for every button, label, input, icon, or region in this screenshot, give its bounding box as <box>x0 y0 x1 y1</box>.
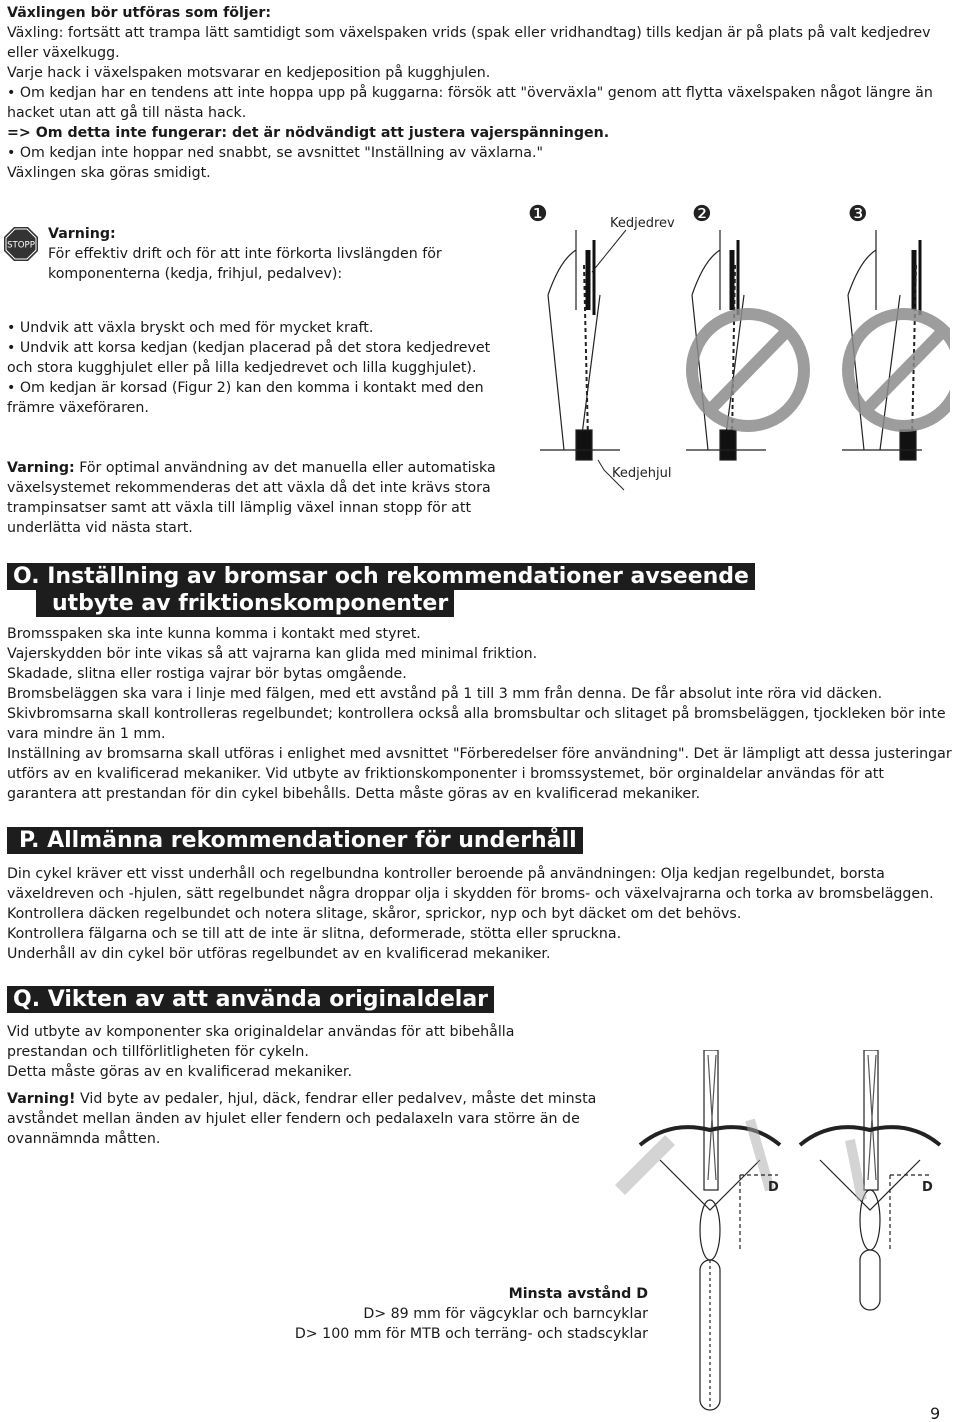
gear-shift-title: Växlingen bör utföras som följer: <box>7 5 272 21</box>
pedal-clearance-figure <box>600 1050 950 1420</box>
section-o-line: Skivbromsarna skall kontrolleras regelbundet; kontrollera också alla bromsbultar och slitaget på bromsbeläggen, tjockleken bör inte vara mindre än 1 mm. <box>7 706 946 742</box>
minimum-distance <box>240 1284 648 1344</box>
list-item: • Undvik att korsa kedjan (kedjan placerad på det stora kedjedrevet och stora kugghjulet eller på lilla kedjedrevet och lilla kugghjulet). <box>7 338 512 378</box>
section-q-warning <box>7 1089 597 1149</box>
section-q-line: Vid utbyte av komponenter ska originaldelar användas för att bibehålla prestandan och tillförlitligheten för cykeln. <box>7 1024 515 1060</box>
sprocket-label: Kedjehjul <box>612 466 672 481</box>
section-o-body <box>7 624 952 804</box>
section-p-line: Kontrollera däcken regelbundet och notera slitage, skåror, sprickor, nyp och byt däcket om det behövs. <box>7 906 742 922</box>
section-q-warning-text: Vid byte av pedaler, hjul, däck, fendrar eller pedalvev, måste det minsta avståndet mellan änden av hjulet eller fendern och pedalaxeln vara större än de ovannämnda måtten. <box>7 1091 597 1147</box>
section-p-line: Kontrollera fälgarna och se till att de inte är slitna, deformerade, stötta eller spruckna. <box>7 926 622 942</box>
section-o-line: Vajerskydden bör inte vikas så att vajrarna kan glida med minimal friktion. <box>7 646 538 662</box>
stop-warning-title: Varning: <box>48 226 116 242</box>
section-o-line: Bromsbeläggen ska vara i linje med fälgen, med ett avstånd på 1 till 3 mm från denna. De får absolut inte röra vid däcken. <box>7 686 883 702</box>
gear-shift-bullet-reference: • Om kedjan inte hoppar ned snabbt, se avsnittet "Inställning av växlarna." <box>7 143 952 163</box>
section-q-warning-label: Varning! <box>7 1091 76 1107</box>
section-o-heading-line2: utbyte av friktionskomponenter <box>36 590 454 617</box>
drivetrain-drawing <box>520 200 950 510</box>
gear-shift-text: Växling: fortsätt att trampa lätt samtidigt som växelspaken vrids (spak eller vridhandtag) tills kedjan är på plats på valt kedjedrev eller växelkugg. <box>7 25 931 61</box>
list-item: • Om kedjan är korsad (Figur 2) kan den komma i kontakt med den främre växeföraren. <box>7 378 512 418</box>
figure-number-2: ❷ <box>692 202 712 227</box>
drivetrain-figure <box>520 200 950 510</box>
gear-shift-bullet-overshift: • Om kedjan har en tendens att inte hoppa upp på kuggarna: försök att "överväxla" genom att flytta växelspaken något längre än hacket utan att gå till nästa hack. <box>7 83 952 123</box>
section-p-heading: P. Allmänna rekommendationer för underhåll <box>7 827 583 854</box>
stop-warning-text: För effektiv drift och för att inte förkorta livslängden för komponenterna (kedja, frihjul, pedalvev): <box>48 246 442 282</box>
section-p-line: Din cykel kräver ett visst underhåll och regelbundna kontroller beroende på användningen: Olja kedjan regelbundet, borsta växeldreven och -hjulen, sätt regelbundet några droppar olja i skydden för broms- och växelvajrarna och torka av bromsbeläggen. <box>7 866 934 902</box>
section-o-heading: O. Inställning av bromsar och rekommendationer avseende <box>7 563 755 590</box>
chainring-leader-line <box>592 230 626 272</box>
clearance-drawing <box>600 1050 950 1420</box>
section-p-line: Underhåll av din cykel bör utföras regelbundet av en kvalificerad mekaniker. <box>7 946 551 962</box>
list-item: • Undvik att växla bryskt och med för mycket kraft. <box>7 318 512 338</box>
figure-number-1: ❶ <box>528 202 548 227</box>
section-q-line: Detta måste göras av en kvalificerad mekaniker. <box>7 1064 352 1080</box>
chainring-label: Kedjedrev <box>610 216 675 231</box>
stop-sign-icon <box>3 226 39 262</box>
section-q-heading: Q. Vikten av att använda originaldelar <box>7 986 494 1013</box>
minimum-distance-mtb: D> 100 mm för MTB och terräng- och stadscyklar <box>294 1326 648 1342</box>
section-o-line: Inställning av bromsarna skall utföras i enlighet med avsnittet "Förberedelser före användning". Det är lämpligt att dessa justeringar utförs av en kvalificerad mekaniker. Vid utbyte av friktionskomponenter i bromssystemet, bör orginaldelar användas för att garantera att prestandan för din cykel bibehålls. Detta måste göras av en kvalificerad mekaniker. <box>7 746 952 802</box>
shift-warning <box>7 458 512 538</box>
gear-shift-closing: Växlingen ska göras smidigt. <box>7 165 211 181</box>
section-o-line: Bromsspaken ska inte kunna komma i kontakt med styret. <box>7 626 421 642</box>
stop-sign-text: STOPP <box>7 240 35 251</box>
figure-number-3: ❸ <box>848 202 868 227</box>
minimum-distance-title: Minsta avstånd D <box>508 1286 648 1302</box>
gear-shift-notch-text: Varje hack i växelspaken motsvarar en kedjeposition på kugghjulen. <box>7 65 491 81</box>
stop-warning <box>48 224 478 284</box>
section-o-line: Skadade, slitna eller rostiga vajrar bör bytas omgående. <box>7 666 407 682</box>
gear-shift-instructions <box>7 3 952 183</box>
clearance-label-d-right: D <box>922 1180 933 1195</box>
shift-warning-label: Varning: <box>7 460 75 476</box>
page-number: 9 <box>930 1404 941 1422</box>
minimum-distance-road: D> 89 mm för vägcyklar och barncyklar <box>363 1306 648 1322</box>
clearance-label-d-left: D <box>768 1180 779 1195</box>
gear-shift-cable-tension: => Om detta inte fungerar: det är nödvändigt att justera vajerspänningen. <box>7 125 610 141</box>
shift-warning-text: För optimal användning av det manuella eller automatiska växelsystemet rekommenderas det att växla då det inte krävs stora trampinsatser samt att växla till lämplig växel innan stopp för att underlätta vid nästa start. <box>7 460 496 536</box>
stop-warning-list <box>7 318 512 418</box>
section-p-body <box>7 864 952 964</box>
section-q-body <box>7 1022 527 1082</box>
